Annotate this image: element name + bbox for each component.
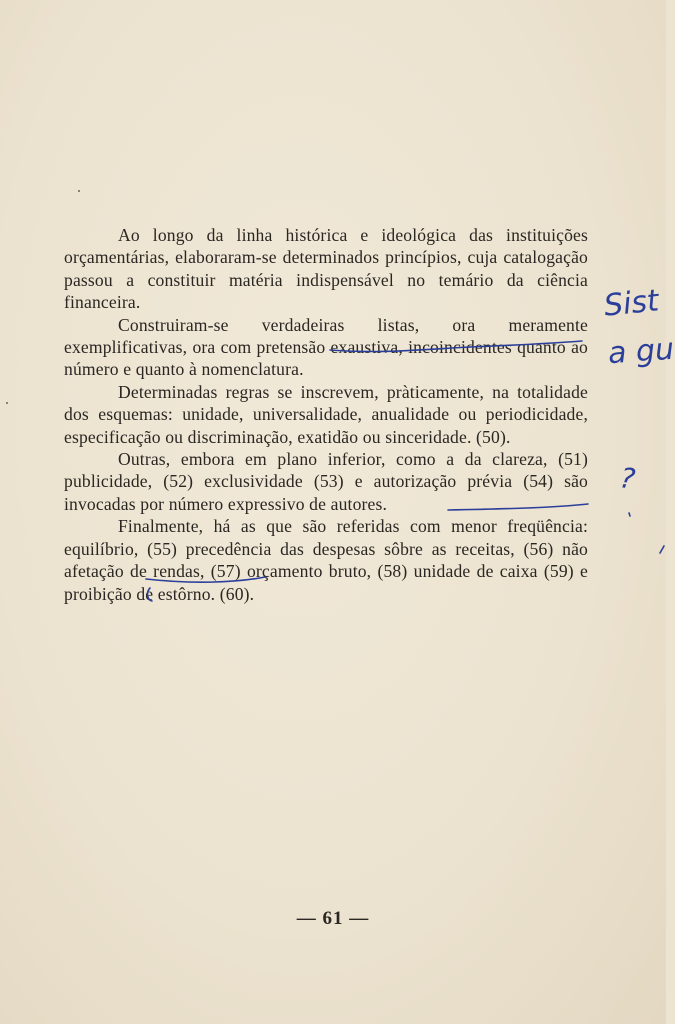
paragraph-4: Outras, embora em plano inferior, como a da clareza, (51) publicidade, (52) exclusividade (53) e autorização prévia (54) são invocadas por número expressivo de autores.: [64, 449, 588, 514]
paragraph-5: Finalmente, há as que são referidas com menor freqüência: equilíbrio, (55) precedência das despesas sôbre as receitas, (56) não afetação de rendas, (57) orçamento bruto, (58) unidade de caixa (59) e proibição de estôrno. (60).: [64, 516, 588, 604]
paper-speck: [78, 190, 80, 192]
margin-note-2: a gu: [606, 331, 675, 372]
margin-dot: [629, 513, 630, 516]
paragraph-2: Construiram-se verdadeiras listas, ora meramente exemplificativas, ora com pretensão exaustiva, incoincidentes quanto ao número e quanto à nomenclatura.: [64, 314, 588, 380]
body-text: [64, 224, 588, 605]
paragraph-1: Ao longo da linha histórica e ideológica das instituições orçamentárias, elaboraram-se determinados princípios, cuja catalogação passou a constituir matéria indispensável no temário da ciência financeira.: [64, 225, 588, 313]
margin-note-1: Sist: [602, 283, 661, 324]
paper-speck: [6, 402, 8, 404]
margin-question-mark: ?: [617, 461, 638, 496]
margin-tick: [660, 546, 664, 553]
page-number: — 61 —: [296, 908, 370, 929]
paragraph-3: Determinadas regras se inscrevem, pràticamente, na totalidade dos esquemas: unidade, universalidade, anualidade ou periodicidade, especificação ou discriminação, exatidão ou sinceridade. (50).: [64, 381, 588, 447]
